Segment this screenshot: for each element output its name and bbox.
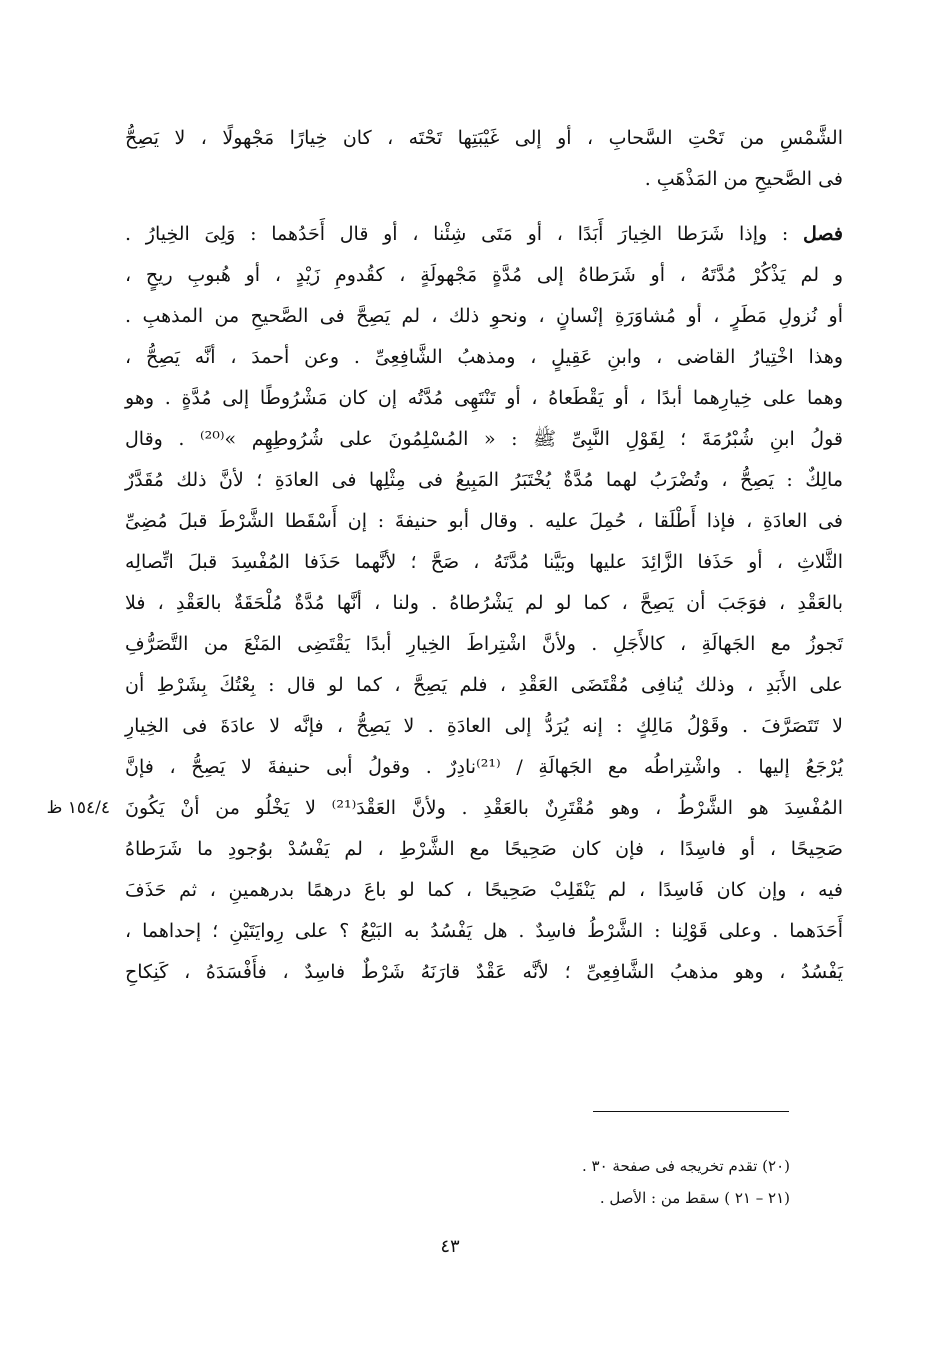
footnote-separator [593, 1111, 789, 1112]
page-number: ٤٣ [440, 1236, 460, 1257]
text-line: قولُ ابنِ شُبْرُمَةَ ؛ لِقَوْلِ النَّبِىِّ ﷺ : « المُسْلِمُونَ على شُرُوطِهِم »⁽²⁰⁾ . وقال [125, 428, 843, 450]
footnotes [300, 1150, 790, 1214]
text-line: الثَّلاثِ ، أو حَذَفا الزَّائِدَ عليها وبَيَّنا مُدَّتَهُ ، صَحَّ ؛ لأنَّهما حَذَفا المُفْسِدَ قبلَ اتِّصالِه [125, 551, 843, 573]
text-line: لا تَتَصَرَّفَ . وقَوْلُ مَالِكٍ : إنه يُرَدُّ إلى العادَةِ . لا يَصِحُّ ، فإنَّه لا عادَةَ فى الخِيارِ [125, 715, 843, 737]
text-line: و لم يَذْكُرْ مُدَّتَهُ ، أو شَرَطاهُ إلى مُدَّةٍ مَجْهولَةٍ ، كقُدومِ زَيْدٍ ، أو هُبوبِ ريحٍ ، [125, 264, 843, 286]
text-line: المُفْسِدَ هو الشَّرْطُ ، وهو مُقْتَرِنٌ بالعَقْدِ . ولأنَّ العَقْدَ⁽²¹⁾ لا يَخْلُو من أنْ يَكُونَ [125, 797, 843, 819]
text-line [125, 214, 843, 255]
paragraph-gap [125, 200, 843, 214]
footnote: (٢١ – ٢١ ) سقط من : الأصل . [599, 1189, 790, 1207]
footnote: (٢٠) تقدم تخريجه فى صفحة ٣٠ . [581, 1157, 790, 1175]
text-line: على الأَبَدِ ، وذلك يُنافِى مُقْتَضَى العَقْدِ ، فلم يَصِحَّ ، كما لو قال : بِعْتُكَ بِشَرْطِ أن [125, 674, 843, 696]
main-text [125, 118, 843, 993]
text-line: أَحَدَهما . وعلى قَوْلِنا : الشَّرْطُ فاسِدٌ . هل يَفْسُدُ به البَيْعُ ؟ على رِوايَتَيْنِ ؛ إحداهما ، [125, 920, 843, 942]
text-line: الشَّمْسِ من تَحْتِ السَّحابِ ، أو إلى غَيْبَتِها تَحْتَه ، كان خِيارًا مَجْهولًا ، لا يَصِحُّ [125, 127, 843, 149]
text-line: بالعَقْدِ ، فوَجَبَ أن يَصِحَّ ، كما لو لم يَشْرُطاهُ . ولنا ، أنَّها مُدَّةٌ مُلْحَقَةٌ بالعَقْدِ ، فلا [125, 592, 843, 614]
margin-reference: ١٥٤/٤ ظ [46, 798, 110, 818]
section-heading: فصل [803, 223, 843, 245]
text-line: وهذا اخْتِيارُ القاضى ، وابنِ عَقِيلٍ ، ومذهبُ الشَّافِعِىِّ . وعن أحمدَ ، أنَّه يَصِحُّ ، [125, 346, 843, 368]
text-line: فيه ، وإن كان فَاسِدًا ، لم يَنْقَلِبْ صَحِيحًا ، كما لو باعَ درهمًا بدرهمينِ ، ثم حَذَفَ [125, 879, 843, 901]
text-line: مالِكٌ : يَصِحُّ ، وتُضْرَبُ لهما مُدَّةٌ يُخْتَبَرُ المَبِيعُ فى مِثْلِها فى العادَةِ ؛ لأنَّ ذلك مُقَدَّرٌ [125, 469, 843, 491]
text-line: أو نُزولِ مَطَرٍ ، أو مُشاوَرَةِ إنْسانٍ ، ونحوِ ذلك ، لم يَصِحَّ فى الصَّحيحِ من المذهبِ . [125, 305, 843, 327]
text-line: صَحِيحًا ، أو فاسِدًا ، فإن كان صَحِيحًا مع الشَّرْطِ ، لم يَفْسُدْ بوُجودِ ما شَرَطاهُ [125, 838, 843, 860]
text-line: فى العادَةِ ، فإذا أَطْلَقا ، حُمِلَ عليه . وقال أبو حنيفةَ : إن أَسْقَطا الشَّرْطَ قبلَ مُضِىِّ [125, 510, 843, 532]
section-first-line: : وإذا شَرَطا الخِيارَ أَبَدًا ، أو مَتَى شِئْنا ، أو قال أَحَدُهما : وَلِىَ الخِيارُ . [125, 223, 789, 245]
text-line: يَفْسُدُ ، وهو مذهبُ الشَّافِعِىِّ ؛ لأنَّه عَقْدٌ قارَنَهُ شَرْطٌ فاسِدٌ ، فأَفْسَدَهُ ، كَنِكاحِ [125, 961, 843, 983]
text-line: يُرْجَعُ إليها . واشْتِراطُه مع الجَهالَةِ / ⁽²¹⁾نادِرٌ . وقولُ أبى حنيفةَ لا يَصِحُّ ، فإنَّ [125, 756, 844, 778]
text-line: وهما على خِيارِهما أبدًا ، أو يَقْطَعاهُ ، أو تَنْتَهِى مُدَّتُه إن كان مَشْرُوطًا إلى مُدَّةٍ . وهو [125, 387, 843, 409]
text-line: تَجوزُ مع الجَهالَةِ ، كالأَجَلِ . ولأنَّ اشْتِراطَ الخِيارِ أبدًا يَقْتَضِى المَنْعَ من التَّصَرُّفِ [125, 633, 843, 655]
text-line: فى الصَّحيحِ من المَذْهَبِ . [644, 168, 843, 190]
